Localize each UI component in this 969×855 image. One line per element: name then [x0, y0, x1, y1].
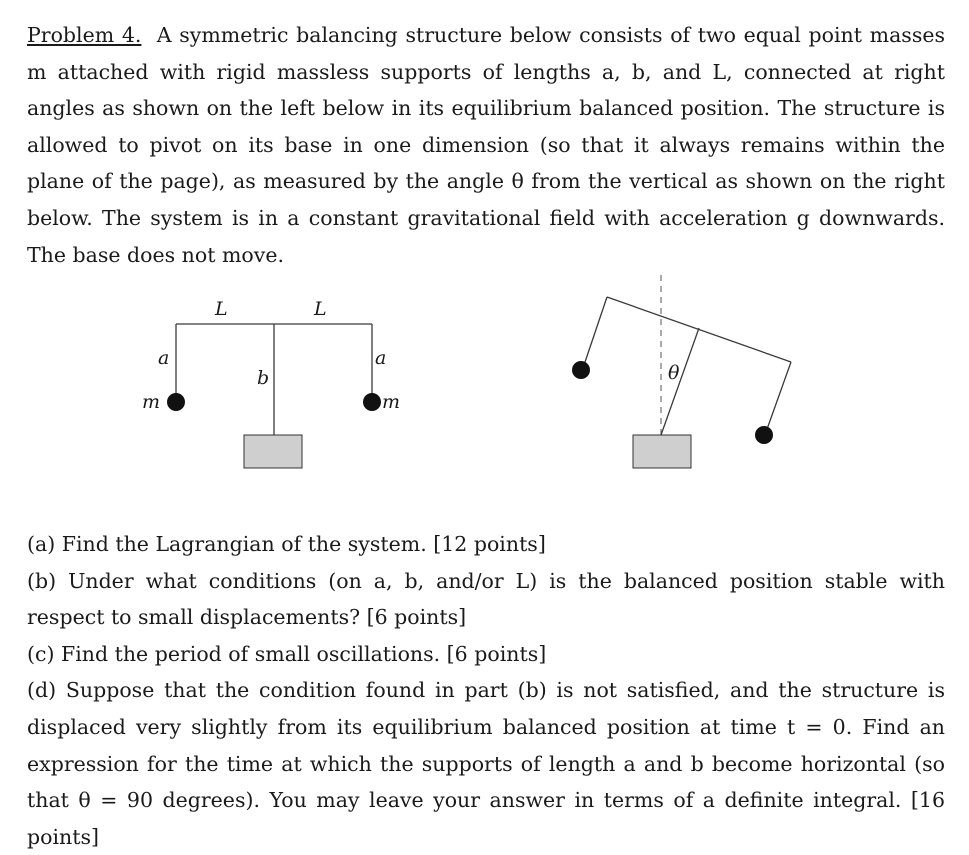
part-d: (d) Suppose that the condition found in part (b) is not satisfied, and the structure is displaced very slightly from its equilibrium balanced position at time t = 0. Find an expression for the time at which the supports of length a and b become horizontal (so that θ = 90 degrees). You may leave your answer in terms of a definite integral. [16 points] [27, 678, 945, 849]
label-m-right: m [382, 391, 401, 413]
part-a: (a) Find the Lagrangian of the system. [12 points] [27, 532, 546, 556]
part-c: (c) Find the period of small oscillations. [6 points] [27, 641, 547, 666]
balancing-structure-figure [0, 260, 969, 490]
problem-intro-text: A symmetric balancing structure below consists of two equal point masses m attached with rigid massless supports of lengths a, b, and L, connected at right angles as shown on the left below in its equilibrium balanced position. The structure is allowed to pivot on its base in one dimension (so that it always remains within the plane of the page), as measured by the angle θ from the vertical as shown on the right below. The system is in a constant gravitational field with acceleration g downwards. The base does not move. [27, 23, 945, 267]
tilted-support-L-bar [607, 297, 791, 362]
mass-right [363, 393, 381, 411]
label-L-left: L [215, 298, 228, 320]
label-L-right: L [314, 298, 327, 320]
tilted-mass-left [572, 361, 590, 379]
problem-parts [27, 526, 945, 855]
base-block [244, 435, 302, 468]
problem-label: Problem 4. [27, 23, 142, 47]
tilted-diagram [572, 275, 791, 468]
tilted-support-b [661, 328, 699, 435]
label-m-left: m [142, 391, 161, 413]
problem-statement [27, 17, 945, 273]
equilibrium-diagram [142, 298, 400, 468]
label-a-right: a [375, 347, 387, 369]
label-b: b [257, 367, 270, 389]
label-theta: θ [668, 362, 680, 384]
tilted-support-a-right [766, 362, 791, 432]
mass-left [167, 393, 185, 411]
part-b: (b) Under what conditions (on a, b, and/or L) is the balanced position stable with respect to small displacements? [6 points] [27, 568, 945, 630]
label-a-left: a [158, 347, 170, 369]
tilted-support-a-left [583, 297, 607, 368]
tilted-mass-right [755, 426, 773, 444]
tilted-base-block [633, 435, 691, 468]
